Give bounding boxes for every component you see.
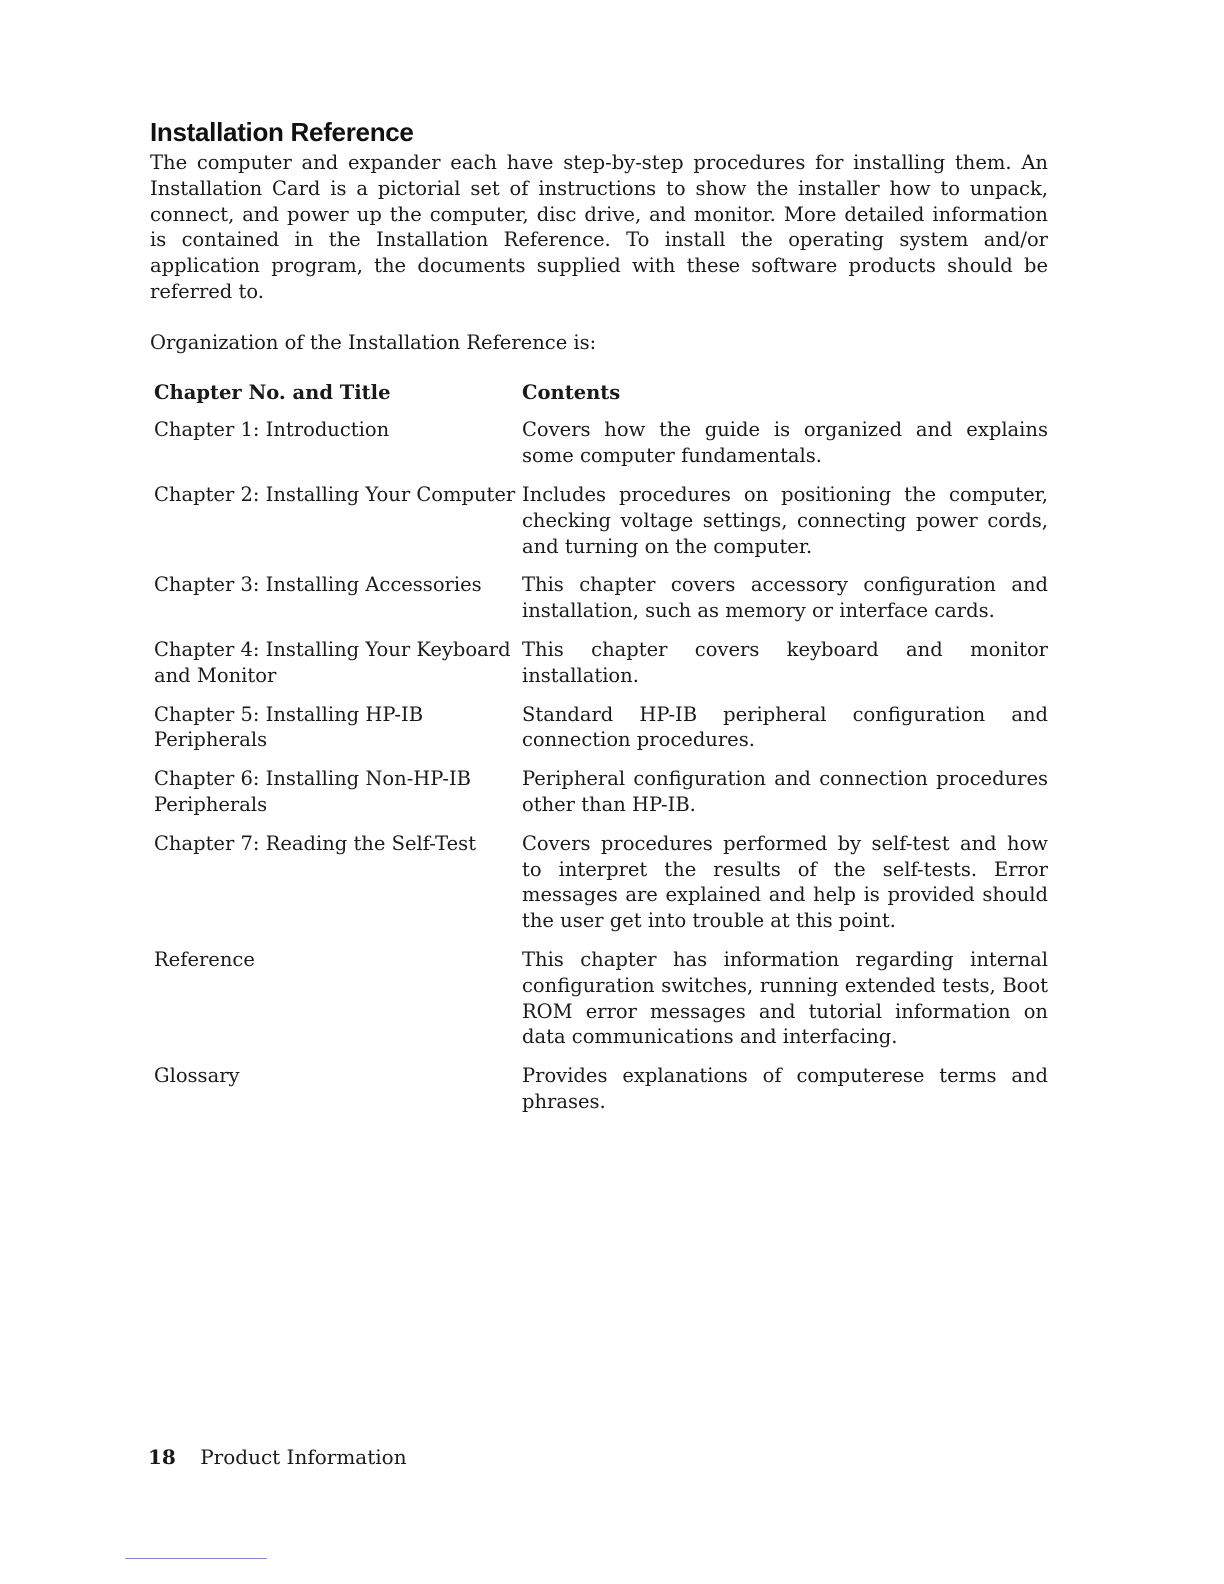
chapter-contents: Provides explanations of computerese terms and phrases.	[522, 1064, 1048, 1113]
chapter-contents: Covers how the guide is organized and explains some computer fundamentals.	[522, 418, 1048, 468]
chapter-title: Chapter 7: Reading the Self-Test	[154, 831, 477, 855]
section-heading: Installation Reference	[150, 117, 414, 147]
chapter-title: Chapter 4: Installing Your Keyboard and Monitor	[154, 637, 511, 687]
chapter-contents: Includes procedures on positioning the computer, checking voltage settings, connecting power cords, and turning on the computer.	[522, 482, 1048, 558]
chapter-contents: Standard HP-IB peripheral configuration and connection procedures.	[522, 702, 1048, 752]
table-row	[150, 766, 1048, 818]
contents-table-header	[150, 380, 1048, 406]
table-row	[150, 947, 1048, 1050]
chapter-contents: This chapter covers keyboard and monitor installation.	[522, 637, 1048, 687]
table-row	[150, 1063, 1048, 1115]
chapter-contents: This chapter covers accessory configuration and installation, such as memory or interface cards.	[522, 573, 1048, 623]
table-row	[150, 482, 1048, 559]
contents-table	[150, 380, 1048, 1115]
chapter-title: Chapter 6: Installing Non-HP-IB Peripherals	[154, 767, 471, 816]
column-header-contents: Contents	[522, 380, 621, 404]
document-page	[150, 116, 1048, 1128]
chapter-contents: Peripheral configuration and connection procedures other than HP-IB.	[522, 767, 1048, 816]
table-row	[150, 637, 1048, 689]
chapter-title: Chapter 1: Introduction	[154, 418, 390, 442]
table-row	[150, 417, 1048, 469]
intro-paragraph: The computer and expander each have step-by-step procedures for installing them. An Installation Card is a pictorial set of instructions to show the installer how to unpack, connect, and power up the computer, disc drive, and monitor. More detailed information is contained in the Installation Reference. To install the operating system and/or application program, the documents supplied with these software products should be referred to.	[150, 151, 1048, 303]
table-row	[150, 831, 1048, 934]
table-row	[150, 702, 1048, 754]
chapter-title: Chapter 5: Installing HP-IB Peripherals	[154, 702, 424, 752]
bottom-rule	[125, 1558, 267, 1559]
chapter-title: Chapter 2: Installing Your Computer	[154, 482, 516, 506]
chapter-contents: Covers procedures performed by self-test and how to interpret the results of the self-tests. Error messages are explained and help is provided should the user get into trouble at this point.	[522, 831, 1048, 933]
running-title: Product Information	[200, 1445, 407, 1469]
chapter-title: Reference	[154, 947, 255, 971]
page-footer	[148, 1444, 407, 1470]
chapter-title: Chapter 3: Installing Accessories	[154, 573, 482, 597]
chapter-contents: This chapter has information regarding internal configuration switches, running extended tests, Boot ROM error messages and tutorial information on data communications and interfacing.	[522, 947, 1048, 1049]
column-header-title: Chapter No. and Title	[154, 380, 391, 404]
organization-line: Organization of the Installation Reference is:	[150, 330, 597, 354]
page-number: 18	[148, 1445, 176, 1469]
table-row	[150, 572, 1048, 624]
chapter-title: Glossary	[154, 1064, 240, 1088]
